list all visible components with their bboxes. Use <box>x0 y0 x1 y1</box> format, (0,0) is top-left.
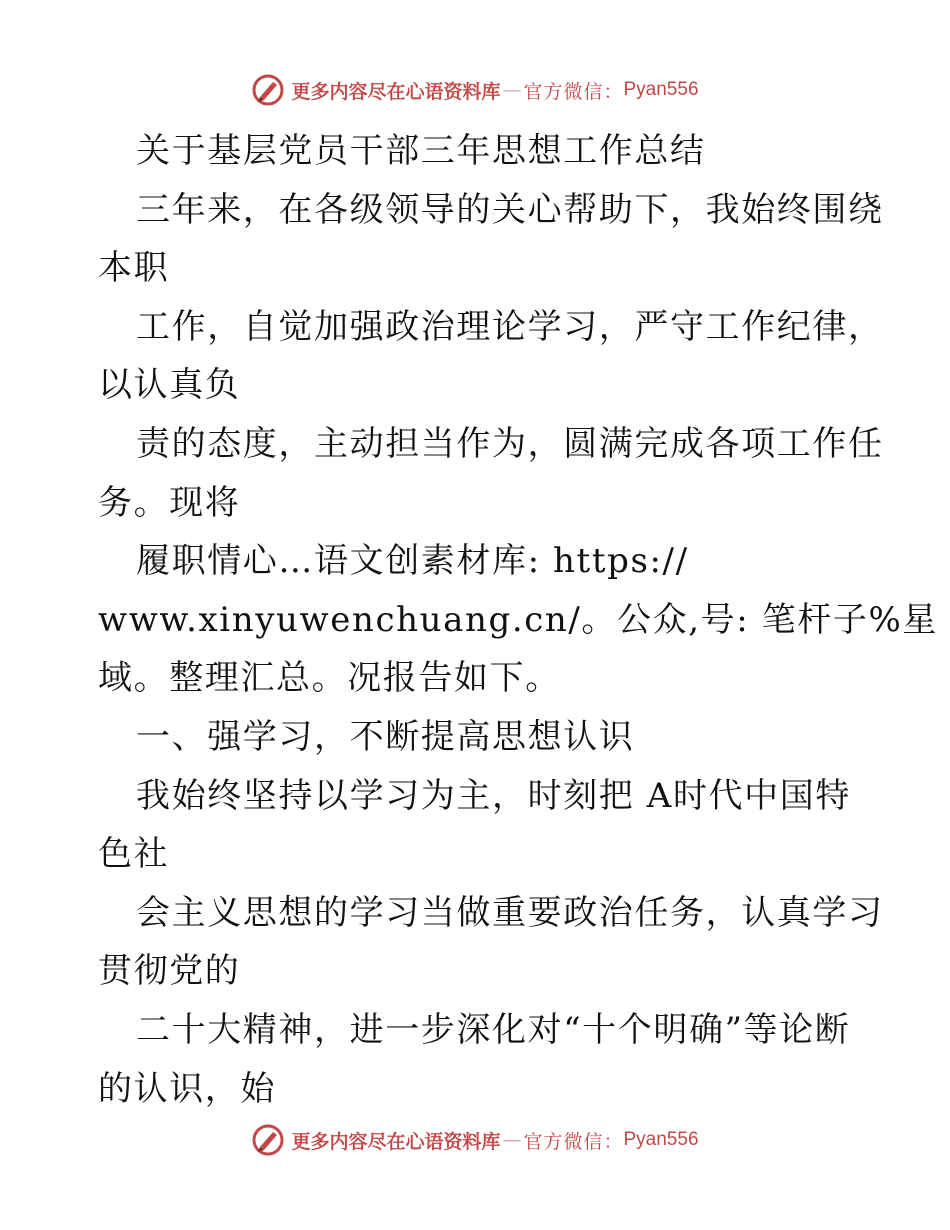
document-title: 关于基层党员干部三年思想工作总结 <box>136 131 706 171</box>
pen-logo-icon <box>251 73 285 107</box>
text-line: 的认识，始 <box>98 1068 276 1109</box>
header-watermark <box>0 70 950 110</box>
text-line: 工作，自觉加强政治理论学习，严守工作纪律， <box>136 306 884 347</box>
text-line: 域。整理汇总。况报告如下。 <box>98 658 561 699</box>
text-line: 二十大精神，进一步深化对“十个明确”等论断 <box>136 1009 851 1050</box>
footer-watermark <box>0 1120 950 1160</box>
text-line: 贯彻党的 <box>98 951 241 992</box>
watermark-wechat-label: 官方微信： <box>523 80 624 103</box>
watermark-wechat-id: Pyan556 <box>623 1129 699 1150</box>
watermark-wechat-id: Pyan556 <box>623 79 699 100</box>
text-line: 色社 <box>98 834 170 875</box>
text-line: 务。现将 <box>98 482 241 523</box>
text-line: 我始终坚持以学习为主，时刻把 A时代中国特 <box>136 775 851 816</box>
pen-logo-icon <box>251 1123 285 1157</box>
text-line: 以认真负 <box>98 365 241 406</box>
watermark-separator: — <box>502 1129 522 1151</box>
text-line: 三年来，在各级领导的关心帮助下，我始终围绕 <box>136 189 884 230</box>
watermark-wechat-label: 官方微信： <box>523 1130 624 1153</box>
document-body <box>98 122 939 1118</box>
text-line: 本职 <box>98 248 170 289</box>
text-line: 会主义思想的学习当做重要政治任务，认真学习 <box>136 892 884 933</box>
text-line: 责的态度，主动担当作为，圆满完成各项工作任 <box>136 423 884 464</box>
watermark-main-text: 更多内容尽在心语资料库 <box>291 80 501 103</box>
text-line: 一、强学习，不断提高思想认识 <box>136 716 635 757</box>
watermark-separator: — <box>502 79 522 101</box>
watermark-main-text: 更多内容尽在心语资料库 <box>291 1130 501 1153</box>
text-line: www.xinyuwenchuang.cn/。公众,号: 笔杆子%星 <box>98 599 939 640</box>
text-line: 履职情心…语文创素材库: https:// <box>136 541 689 582</box>
